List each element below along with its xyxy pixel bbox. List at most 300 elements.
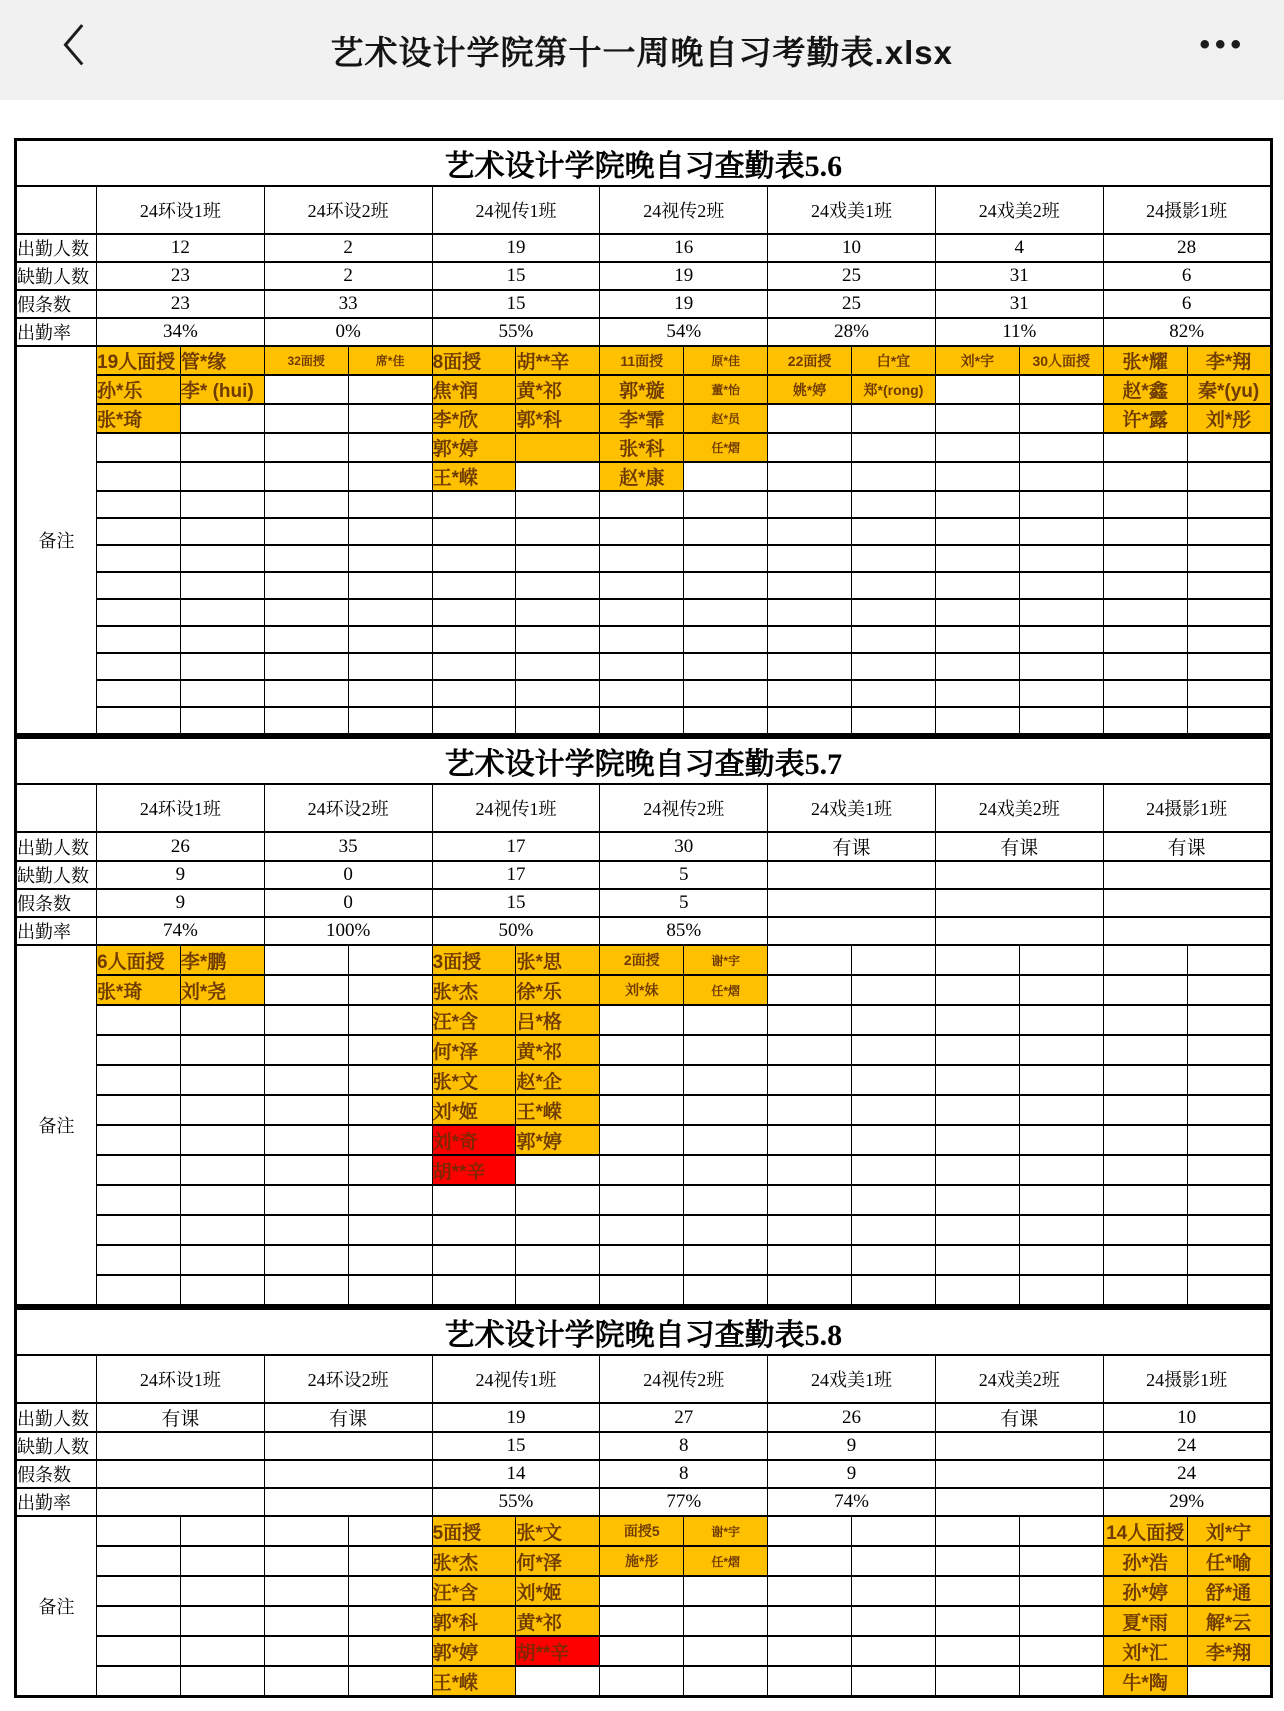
empty-cell xyxy=(1187,599,1271,626)
empty-cell xyxy=(768,626,852,653)
empty-cell xyxy=(684,1576,768,1606)
empty-cell xyxy=(768,1666,852,1697)
empty-cell xyxy=(768,945,852,975)
empty-cell xyxy=(768,1035,852,1065)
class-header: 24视传2班 xyxy=(600,1355,768,1403)
empty-cell xyxy=(768,1185,852,1215)
class-header: 24戏美1班 xyxy=(768,186,936,234)
stat-value xyxy=(97,1460,265,1488)
empty-cell xyxy=(97,1035,181,1065)
empty-cell xyxy=(1103,545,1187,572)
sheet-title: 艺术设计学院晚自习查勤表5.7 xyxy=(16,738,1272,785)
stat-value: 16 xyxy=(600,234,768,262)
remark-cell-name: 徐*乐 xyxy=(516,975,600,1005)
stat-value xyxy=(935,1460,1103,1488)
remark-cell-name: 孙*乐 xyxy=(97,375,181,404)
empty-cell xyxy=(852,680,936,707)
empty-cell xyxy=(852,545,936,572)
stat-value: 28 xyxy=(1103,234,1271,262)
stat-value: 15 xyxy=(432,1432,600,1460)
empty-cell xyxy=(180,433,264,462)
empty-cell xyxy=(684,545,768,572)
spreadsheet-preview xyxy=(0,100,1284,1698)
class-header: 24戏美2班 xyxy=(935,186,1103,234)
empty-cell xyxy=(1187,945,1271,975)
stat-value: 9 xyxy=(97,861,265,889)
empty-cell xyxy=(935,375,1019,404)
empty-cell xyxy=(684,1065,768,1095)
empty-cell xyxy=(97,545,181,572)
empty-cell xyxy=(180,626,264,653)
empty-cell xyxy=(1103,975,1187,1005)
empty-cell xyxy=(264,1035,348,1065)
remark-cell-name: 何*泽 xyxy=(516,1546,600,1576)
stat-value xyxy=(768,861,936,889)
stat-value: 12 xyxy=(97,234,265,262)
remark-cell-name: 刘*尧 xyxy=(180,975,264,1005)
remark-cell-name: 李*翔 xyxy=(1187,346,1271,375)
empty-cell xyxy=(600,1576,684,1606)
empty-cell xyxy=(852,1516,936,1546)
empty-cell xyxy=(852,1125,936,1155)
empty-cell xyxy=(768,1095,852,1125)
document-title: 艺术设计学院第十一周晚自习考勤表.xlsx xyxy=(330,33,953,71)
empty-cell xyxy=(935,1546,1019,1576)
empty-cell xyxy=(264,1245,348,1275)
empty-cell xyxy=(935,1095,1019,1125)
stat-value: 0 xyxy=(264,889,432,917)
empty-cell xyxy=(852,491,936,518)
stat-value: 28% xyxy=(768,318,936,346)
empty-cell xyxy=(768,1516,852,1546)
stat-label: 缺勤人数 xyxy=(16,262,97,290)
empty-cell xyxy=(264,707,348,735)
class-header: 24摄影1班 xyxy=(1103,186,1271,234)
empty-cell xyxy=(684,1155,768,1185)
empty-cell xyxy=(1187,572,1271,599)
stat-value xyxy=(264,1460,432,1488)
stat-value: 有课 xyxy=(935,1403,1103,1432)
empty-cell xyxy=(768,1275,852,1306)
empty-cell xyxy=(935,1606,1019,1636)
remark-cell-name: 牛*陶 xyxy=(1103,1666,1187,1697)
empty-cell xyxy=(1019,1576,1103,1606)
empty-cell xyxy=(1103,680,1187,707)
stat-value xyxy=(1103,889,1271,917)
empty-cell xyxy=(348,1576,432,1606)
empty-cell xyxy=(97,626,181,653)
empty-cell xyxy=(684,653,768,680)
empty-cell xyxy=(180,1516,264,1546)
stat-value: 25 xyxy=(768,262,936,290)
stat-value: 24 xyxy=(1103,1460,1271,1488)
stat-value: 19 xyxy=(600,262,768,290)
empty-cell xyxy=(684,572,768,599)
stat-value: 100% xyxy=(264,917,432,945)
remark-cell-name: 孙*浩 xyxy=(1103,1546,1187,1576)
empty-cell xyxy=(768,1636,852,1666)
sheet-title: 艺术设计学院晚自习查勤表5.6 xyxy=(16,140,1272,187)
empty-cell xyxy=(852,945,936,975)
empty-cell xyxy=(935,1666,1019,1697)
empty-cell xyxy=(852,1666,936,1697)
empty-cell xyxy=(97,1606,181,1636)
empty-cell xyxy=(180,1636,264,1666)
empty-cell xyxy=(432,1215,516,1245)
attendance-table-5.6 xyxy=(14,138,1273,736)
empty-cell xyxy=(600,1275,684,1306)
empty-cell xyxy=(264,1215,348,1245)
empty-cell xyxy=(1187,680,1271,707)
remark-cell-name: 22面授 xyxy=(768,346,852,375)
empty-cell xyxy=(180,680,264,707)
empty-cell xyxy=(1019,1125,1103,1155)
empty-cell xyxy=(852,1065,936,1095)
remark-cell-name: 姚*婷 xyxy=(768,375,852,404)
empty-cell xyxy=(348,626,432,653)
remark-cell-absent: 胡**辛 xyxy=(516,1636,600,1666)
corner-cell xyxy=(16,784,97,832)
empty-cell xyxy=(1103,1155,1187,1185)
empty-cell xyxy=(180,653,264,680)
stat-value: 5 xyxy=(600,861,768,889)
class-header: 24环设2班 xyxy=(264,186,432,234)
empty-cell xyxy=(1103,945,1187,975)
empty-cell xyxy=(516,545,600,572)
stat-label: 出勤率 xyxy=(16,1488,97,1516)
empty-cell xyxy=(935,462,1019,491)
empty-cell xyxy=(97,1275,181,1306)
remark-cell-name: 汪*含 xyxy=(432,1576,516,1606)
attendance-table-5.7 xyxy=(14,736,1273,1307)
remark-cell-name: 面授5 xyxy=(600,1516,684,1546)
remark-cell-name: 任*熠 xyxy=(684,1546,768,1576)
empty-cell xyxy=(935,1005,1019,1035)
empty-cell xyxy=(348,518,432,545)
empty-cell xyxy=(348,491,432,518)
empty-cell xyxy=(180,1095,264,1125)
empty-cell xyxy=(97,1576,181,1606)
stat-value: 5 xyxy=(600,889,768,917)
stat-value xyxy=(768,889,936,917)
empty-cell xyxy=(1019,1215,1103,1245)
empty-cell xyxy=(935,680,1019,707)
empty-cell xyxy=(1103,599,1187,626)
remark-cell-name: 王*嵘 xyxy=(432,1666,516,1697)
empty-cell xyxy=(1019,545,1103,572)
remark-cell-name: 郭*婷 xyxy=(516,1125,600,1155)
empty-cell xyxy=(348,1666,432,1697)
empty-cell xyxy=(768,975,852,1005)
empty-cell xyxy=(1019,945,1103,975)
remark-cell-name: 14人面授 xyxy=(1103,1516,1187,1546)
empty-cell xyxy=(1187,626,1271,653)
remark-cell-name: 张*文 xyxy=(516,1516,600,1546)
empty-cell xyxy=(264,375,348,404)
empty-cell xyxy=(600,1065,684,1095)
remark-cell-name: 6人面授 xyxy=(97,945,181,975)
empty-cell xyxy=(935,626,1019,653)
empty-cell xyxy=(264,626,348,653)
empty-cell xyxy=(1103,433,1187,462)
empty-cell xyxy=(1019,491,1103,518)
empty-cell xyxy=(1019,653,1103,680)
stat-value: 2 xyxy=(264,234,432,262)
empty-cell xyxy=(348,462,432,491)
remark-cell-name: 舒*通 xyxy=(1187,1576,1271,1606)
remark-cell-name: 张*琦 xyxy=(97,404,181,433)
stat-value: 9 xyxy=(768,1460,936,1488)
empty-cell xyxy=(264,945,348,975)
stat-label: 出勤率 xyxy=(16,917,97,945)
empty-cell xyxy=(852,1546,936,1576)
remark-cell-name: 施*彤 xyxy=(600,1546,684,1576)
empty-cell xyxy=(1187,1245,1271,1275)
empty-cell xyxy=(264,1275,348,1306)
remark-cell-name: 李*鹏 xyxy=(180,945,264,975)
remark-cell-name: 李*翔 xyxy=(1187,1636,1271,1666)
stat-value: 23 xyxy=(97,262,265,290)
empty-cell xyxy=(852,626,936,653)
remark-cell-name: 赵*员 xyxy=(684,404,768,433)
empty-cell xyxy=(935,1576,1019,1606)
empty-cell xyxy=(97,1005,181,1035)
empty-cell xyxy=(1019,1065,1103,1095)
remark-cell-name: 赵*康 xyxy=(600,462,684,491)
remark-cell-name: 19人面授 xyxy=(97,346,181,375)
class-header: 24摄影1班 xyxy=(1103,1355,1271,1403)
empty-cell xyxy=(348,1546,432,1576)
empty-cell xyxy=(180,462,264,491)
remark-cell-name: 白*宜 xyxy=(852,346,936,375)
empty-cell xyxy=(180,545,264,572)
empty-cell xyxy=(348,1245,432,1275)
empty-cell xyxy=(1187,1155,1271,1185)
empty-cell xyxy=(684,1215,768,1245)
empty-cell xyxy=(97,462,181,491)
remark-cell-name: 郭*科 xyxy=(432,1606,516,1636)
remark-cell-name: 郭*婷 xyxy=(432,1636,516,1666)
remark-cell-name: 黄*祁 xyxy=(516,375,600,404)
remark-cell-name: 赵*企 xyxy=(516,1065,600,1095)
stat-value: 17 xyxy=(432,861,600,889)
stat-value: 有课 xyxy=(935,832,1103,861)
remark-cell-name: 刘*姬 xyxy=(516,1576,600,1606)
empty-cell xyxy=(97,1125,181,1155)
stat-label: 出勤人数 xyxy=(16,1403,97,1432)
empty-cell xyxy=(935,975,1019,1005)
empty-cell xyxy=(935,1215,1019,1245)
empty-cell xyxy=(600,680,684,707)
empty-cell xyxy=(852,1185,936,1215)
empty-cell xyxy=(348,375,432,404)
empty-cell xyxy=(600,572,684,599)
remark-cell-name: 李*霏 xyxy=(600,404,684,433)
empty-cell xyxy=(264,1666,348,1697)
back-button[interactable]: 〈 xyxy=(42,23,85,70)
stat-value: 29% xyxy=(1103,1488,1271,1516)
empty-cell xyxy=(264,433,348,462)
empty-cell xyxy=(935,653,1019,680)
empty-cell xyxy=(1187,653,1271,680)
empty-cell xyxy=(852,1155,936,1185)
corner-cell xyxy=(16,186,97,234)
empty-cell xyxy=(768,599,852,626)
empty-cell xyxy=(600,1666,684,1697)
empty-cell xyxy=(935,1636,1019,1666)
empty-cell xyxy=(852,1636,936,1666)
empty-cell xyxy=(432,599,516,626)
empty-cell xyxy=(768,572,852,599)
empty-cell xyxy=(432,1275,516,1306)
empty-cell xyxy=(97,1155,181,1185)
empty-cell xyxy=(1019,1005,1103,1035)
empty-cell xyxy=(180,404,264,433)
empty-cell xyxy=(348,1215,432,1245)
empty-cell xyxy=(852,707,936,735)
empty-cell xyxy=(852,1245,936,1275)
stat-value: 有课 xyxy=(97,1403,265,1432)
empty-cell xyxy=(768,545,852,572)
empty-cell xyxy=(935,545,1019,572)
empty-cell xyxy=(348,1606,432,1636)
empty-cell xyxy=(684,1095,768,1125)
empty-cell xyxy=(97,1215,181,1245)
empty-cell xyxy=(1019,975,1103,1005)
empty-cell xyxy=(97,1516,181,1546)
empty-cell xyxy=(684,1005,768,1035)
remark-cell-name: 张*耀 xyxy=(1103,346,1187,375)
empty-cell xyxy=(852,599,936,626)
stat-value: 82% xyxy=(1103,318,1271,346)
class-header: 24视传1班 xyxy=(432,1355,600,1403)
empty-cell xyxy=(852,1005,936,1035)
empty-cell xyxy=(684,1666,768,1697)
empty-cell xyxy=(264,1185,348,1215)
empty-cell xyxy=(432,1185,516,1215)
empty-cell xyxy=(852,1035,936,1065)
empty-cell xyxy=(935,572,1019,599)
empty-cell xyxy=(180,491,264,518)
empty-cell xyxy=(768,1005,852,1035)
empty-cell xyxy=(935,1035,1019,1065)
remark-cell-name: 董*怡 xyxy=(684,375,768,404)
empty-cell xyxy=(1187,1185,1271,1215)
stat-value: 30 xyxy=(600,832,768,861)
empty-cell xyxy=(852,1606,936,1636)
more-menu-button[interactable]: ••• xyxy=(1199,28,1246,61)
empty-cell xyxy=(1019,1275,1103,1306)
empty-cell xyxy=(1187,1125,1271,1155)
remark-cell-name: 焦*润 xyxy=(432,375,516,404)
empty-cell xyxy=(264,1095,348,1125)
empty-cell xyxy=(1187,433,1271,462)
empty-cell xyxy=(600,491,684,518)
stat-value: 0% xyxy=(264,318,432,346)
empty-cell xyxy=(348,975,432,1005)
empty-cell xyxy=(348,680,432,707)
stat-value xyxy=(935,889,1103,917)
empty-cell xyxy=(600,1155,684,1185)
empty-cell xyxy=(935,945,1019,975)
remark-cell-name: 黄*祁 xyxy=(516,1035,600,1065)
empty-cell xyxy=(180,1005,264,1035)
empty-cell xyxy=(1103,626,1187,653)
empty-cell xyxy=(264,462,348,491)
empty-cell xyxy=(1019,707,1103,735)
stat-value: 6 xyxy=(1103,290,1271,318)
empty-cell xyxy=(600,1606,684,1636)
empty-cell xyxy=(97,1546,181,1576)
attendance-table-5.8 xyxy=(14,1307,1273,1698)
empty-cell xyxy=(348,433,432,462)
empty-cell xyxy=(768,1576,852,1606)
empty-cell xyxy=(516,1275,600,1306)
stat-value: 8 xyxy=(600,1460,768,1488)
empty-cell xyxy=(97,1245,181,1275)
empty-cell xyxy=(1019,404,1103,433)
empty-cell xyxy=(97,433,181,462)
remark-cell-name: 原*佳 xyxy=(684,346,768,375)
empty-cell xyxy=(264,1516,348,1546)
empty-cell xyxy=(768,1215,852,1245)
empty-cell xyxy=(852,1215,936,1245)
remark-cell-absent: 胡**辛 xyxy=(432,1155,516,1185)
stat-value: 有课 xyxy=(264,1403,432,1432)
class-header: 24视传2班 xyxy=(600,784,768,832)
empty-cell xyxy=(1103,462,1187,491)
stat-value: 19 xyxy=(432,1403,600,1432)
empty-cell xyxy=(1103,1035,1187,1065)
remark-cell-name: 郭*婷 xyxy=(432,433,516,462)
empty-cell xyxy=(600,1095,684,1125)
empty-cell xyxy=(1103,707,1187,735)
empty-cell xyxy=(600,707,684,735)
remark-cell-name: 刘*妹 xyxy=(600,975,684,1005)
empty-cell xyxy=(97,1185,181,1215)
stat-label: 假条数 xyxy=(16,1460,97,1488)
stat-value: 8 xyxy=(600,1432,768,1460)
stat-label: 假条数 xyxy=(16,290,97,318)
remark-cell-name: 谢*宇 xyxy=(684,1516,768,1546)
remark-cell-name: 张*思 xyxy=(516,945,600,975)
empty-cell xyxy=(1019,599,1103,626)
stat-label: 缺勤人数 xyxy=(16,861,97,889)
empty-cell xyxy=(180,1546,264,1576)
remark-cell-name: 张*杰 xyxy=(432,1546,516,1576)
remark-cell-name: 李* (hui) xyxy=(180,375,264,404)
empty-cell xyxy=(684,1275,768,1306)
stat-value: 55% xyxy=(432,1488,600,1516)
empty-cell xyxy=(180,1275,264,1306)
empty-cell xyxy=(1019,433,1103,462)
empty-cell xyxy=(348,1005,432,1035)
empty-cell xyxy=(600,1636,684,1666)
empty-cell xyxy=(852,1095,936,1125)
empty-cell xyxy=(768,1065,852,1095)
empty-cell xyxy=(432,707,516,735)
empty-cell xyxy=(684,518,768,545)
remark-cell-name: 30人面授 xyxy=(1019,346,1103,375)
empty-cell xyxy=(348,1275,432,1306)
empty-cell xyxy=(1019,1245,1103,1275)
sheet-title: 艺术设计学院晚自习查勤表5.8 xyxy=(16,1309,1272,1356)
remark-cell-name: 何*泽 xyxy=(432,1035,516,1065)
remark-cell-name: 黄*祁 xyxy=(516,1606,600,1636)
empty-cell xyxy=(516,626,600,653)
empty-cell xyxy=(516,1245,600,1275)
empty-cell xyxy=(264,404,348,433)
